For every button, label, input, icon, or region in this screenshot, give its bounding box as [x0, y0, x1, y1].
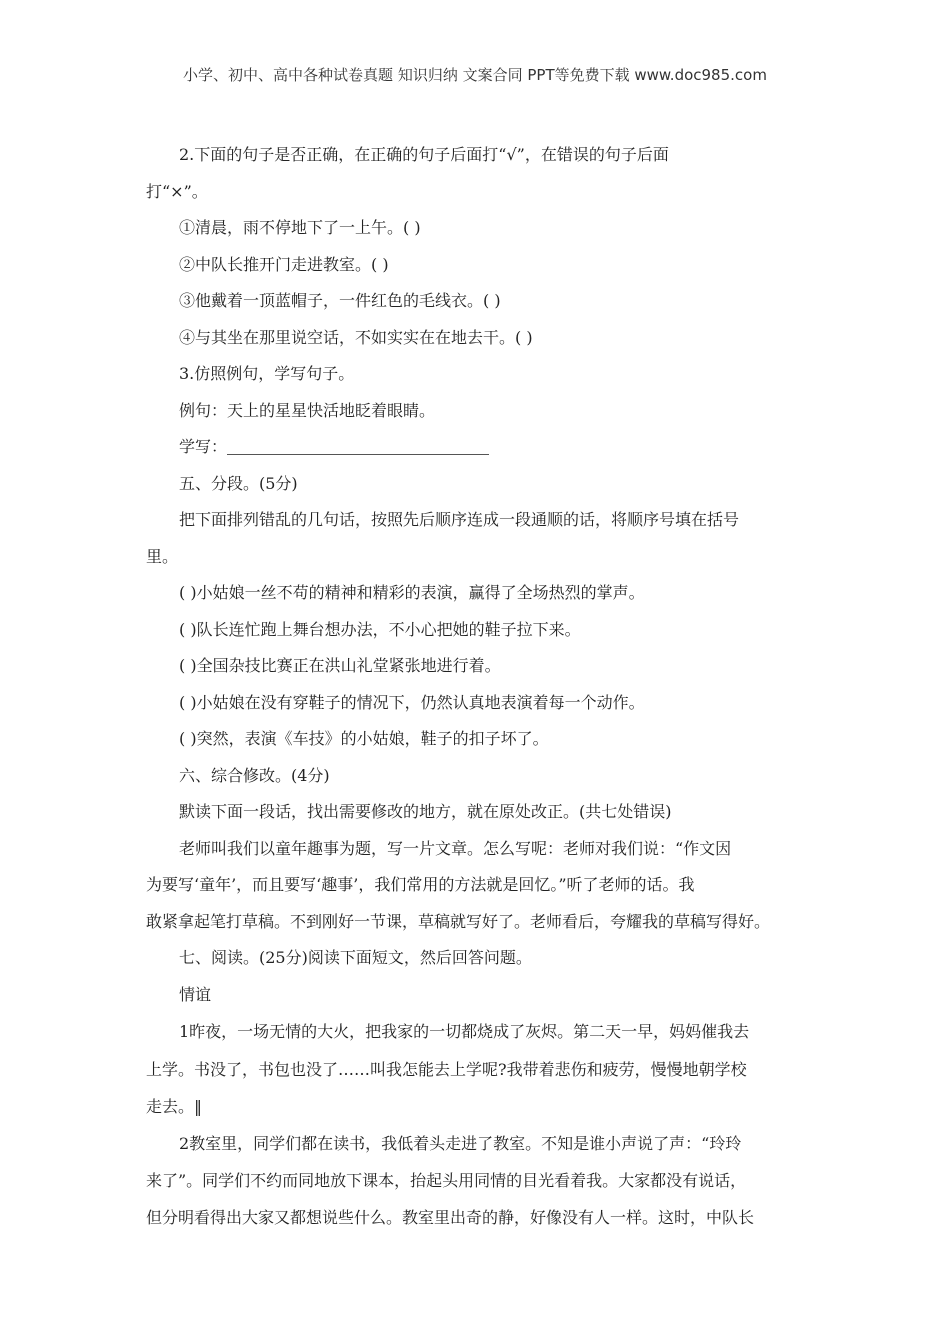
section-6-title: 六、综合修改。(4分) — [179, 765, 330, 785]
order-item-1: ( )小姑娘一丝不苟的精神和精彩的表演，赢得了全场热烈的掌声。 — [179, 583, 645, 602]
practice-label: 学写： — [179, 437, 228, 456]
order-item-5: ( )突然，表演《车技》的小姑娘，鞋子的扣子坏了。 — [179, 729, 549, 748]
section-6-para-line-2: 为要写‘童年’，而且要写‘趣事’，我们常用的方法就是回忆。”听了老师的话。我 — [146, 875, 695, 894]
section-5-title: 五、分段。(5分) — [179, 473, 298, 493]
article-title: 情谊 — [179, 985, 212, 1005]
order-item-2: ( )队长连忙跑上舞台想办法，不小心把她的鞋子拉下来。 — [179, 619, 581, 639]
article-para-1-line-3: 走去。‖ — [146, 1096, 203, 1116]
order-item-3: ( )全国杂技比赛正在洪山礼堂紧张地进行着。 — [179, 656, 501, 675]
section-6-instruction: 默读下面一段话，找出需要修改的地方，就在原处改正。(共七处错误) — [179, 802, 672, 821]
q2-line-2: 打“×”。 — [146, 181, 208, 201]
section-7-title: 七、阅读。(25分)阅读下面短文，然后回答问题。 — [179, 948, 532, 967]
article-para-1-line-2: 上学。书没了，书包也没了……叫我怎能去上学呢?我带着悲伤和疲劳，慢慢地朝学校 — [146, 1059, 747, 1079]
q2-item-2: ②中队长推开门走进教室。( ) — [179, 254, 389, 274]
page-header: 小学、初中、高中各种试卷真题 知识归纳 文案合同 PPT等免费下载 www.doc985.com — [183, 66, 767, 84]
q3-title: 3.仿照例句，学写句子。 — [179, 364, 355, 383]
section-5-intro-2: 里。 — [146, 546, 179, 566]
article-para-1-line-1: 1昨夜，一场无情的大火，把我家的一切都烧成了灰烬。第二天一早，妈妈催我去 — [179, 1022, 750, 1042]
q2-item-3: ③他戴着一顶蓝帽子，一件红色的毛线衣。( ) — [179, 291, 501, 310]
answer-blank-line[interactable] — [227, 436, 489, 455]
q3-example: 例句：天上的星星快活地眨着眼睛。 — [179, 400, 436, 420]
article-para-2-line-1: 2教室里，同学们都在读书，我低着头走进了教室。不知是谁小声说了声：“玲玲 — [179, 1133, 742, 1153]
q2-item-4: ④与其坐在那里说空话，不如实实在在地去干。( ) — [179, 327, 533, 347]
document-body — [146, 140, 806, 1241]
order-item-4: ( )小姑娘在没有穿鞋子的情况下，仍然认真地表演着每一个动作。 — [179, 692, 645, 712]
article-para-2-line-3: 但分明看得出大家又都想说些什么。教室里出奇的静，好像没有人一样。这时，中队长 — [146, 1208, 755, 1228]
section-6-para-line-3: 敢紧拿起笔打草稿。不到刚好一节课，草稿就写好了。老师看后，夸耀我的草稿写得好。 — [146, 911, 771, 931]
section-5-intro-1: 把下面排列错乱的几句话，按照先后顺序连成一段通顺的话，将顺序号填在括号 — [179, 510, 740, 529]
article-para-2-line-2: 来了”。同学们不约而同地放下课本，抬起头用同情的目光看着我。大家都没有说话， — [146, 1171, 747, 1191]
section-6-para-line-1: 老师叫我们以童年趣事为题，写一片文章。怎么写呢：老师对我们说：“作文因 — [179, 838, 732, 858]
q2-line-1: 2.下面的句子是否正确，在正确的句子后面打“√”，在错误的句子后面 — [179, 145, 669, 164]
q3-practice — [146, 432, 806, 469]
q2-item-1: ①清晨，雨不停地下了一上午。( ) — [179, 218, 421, 237]
